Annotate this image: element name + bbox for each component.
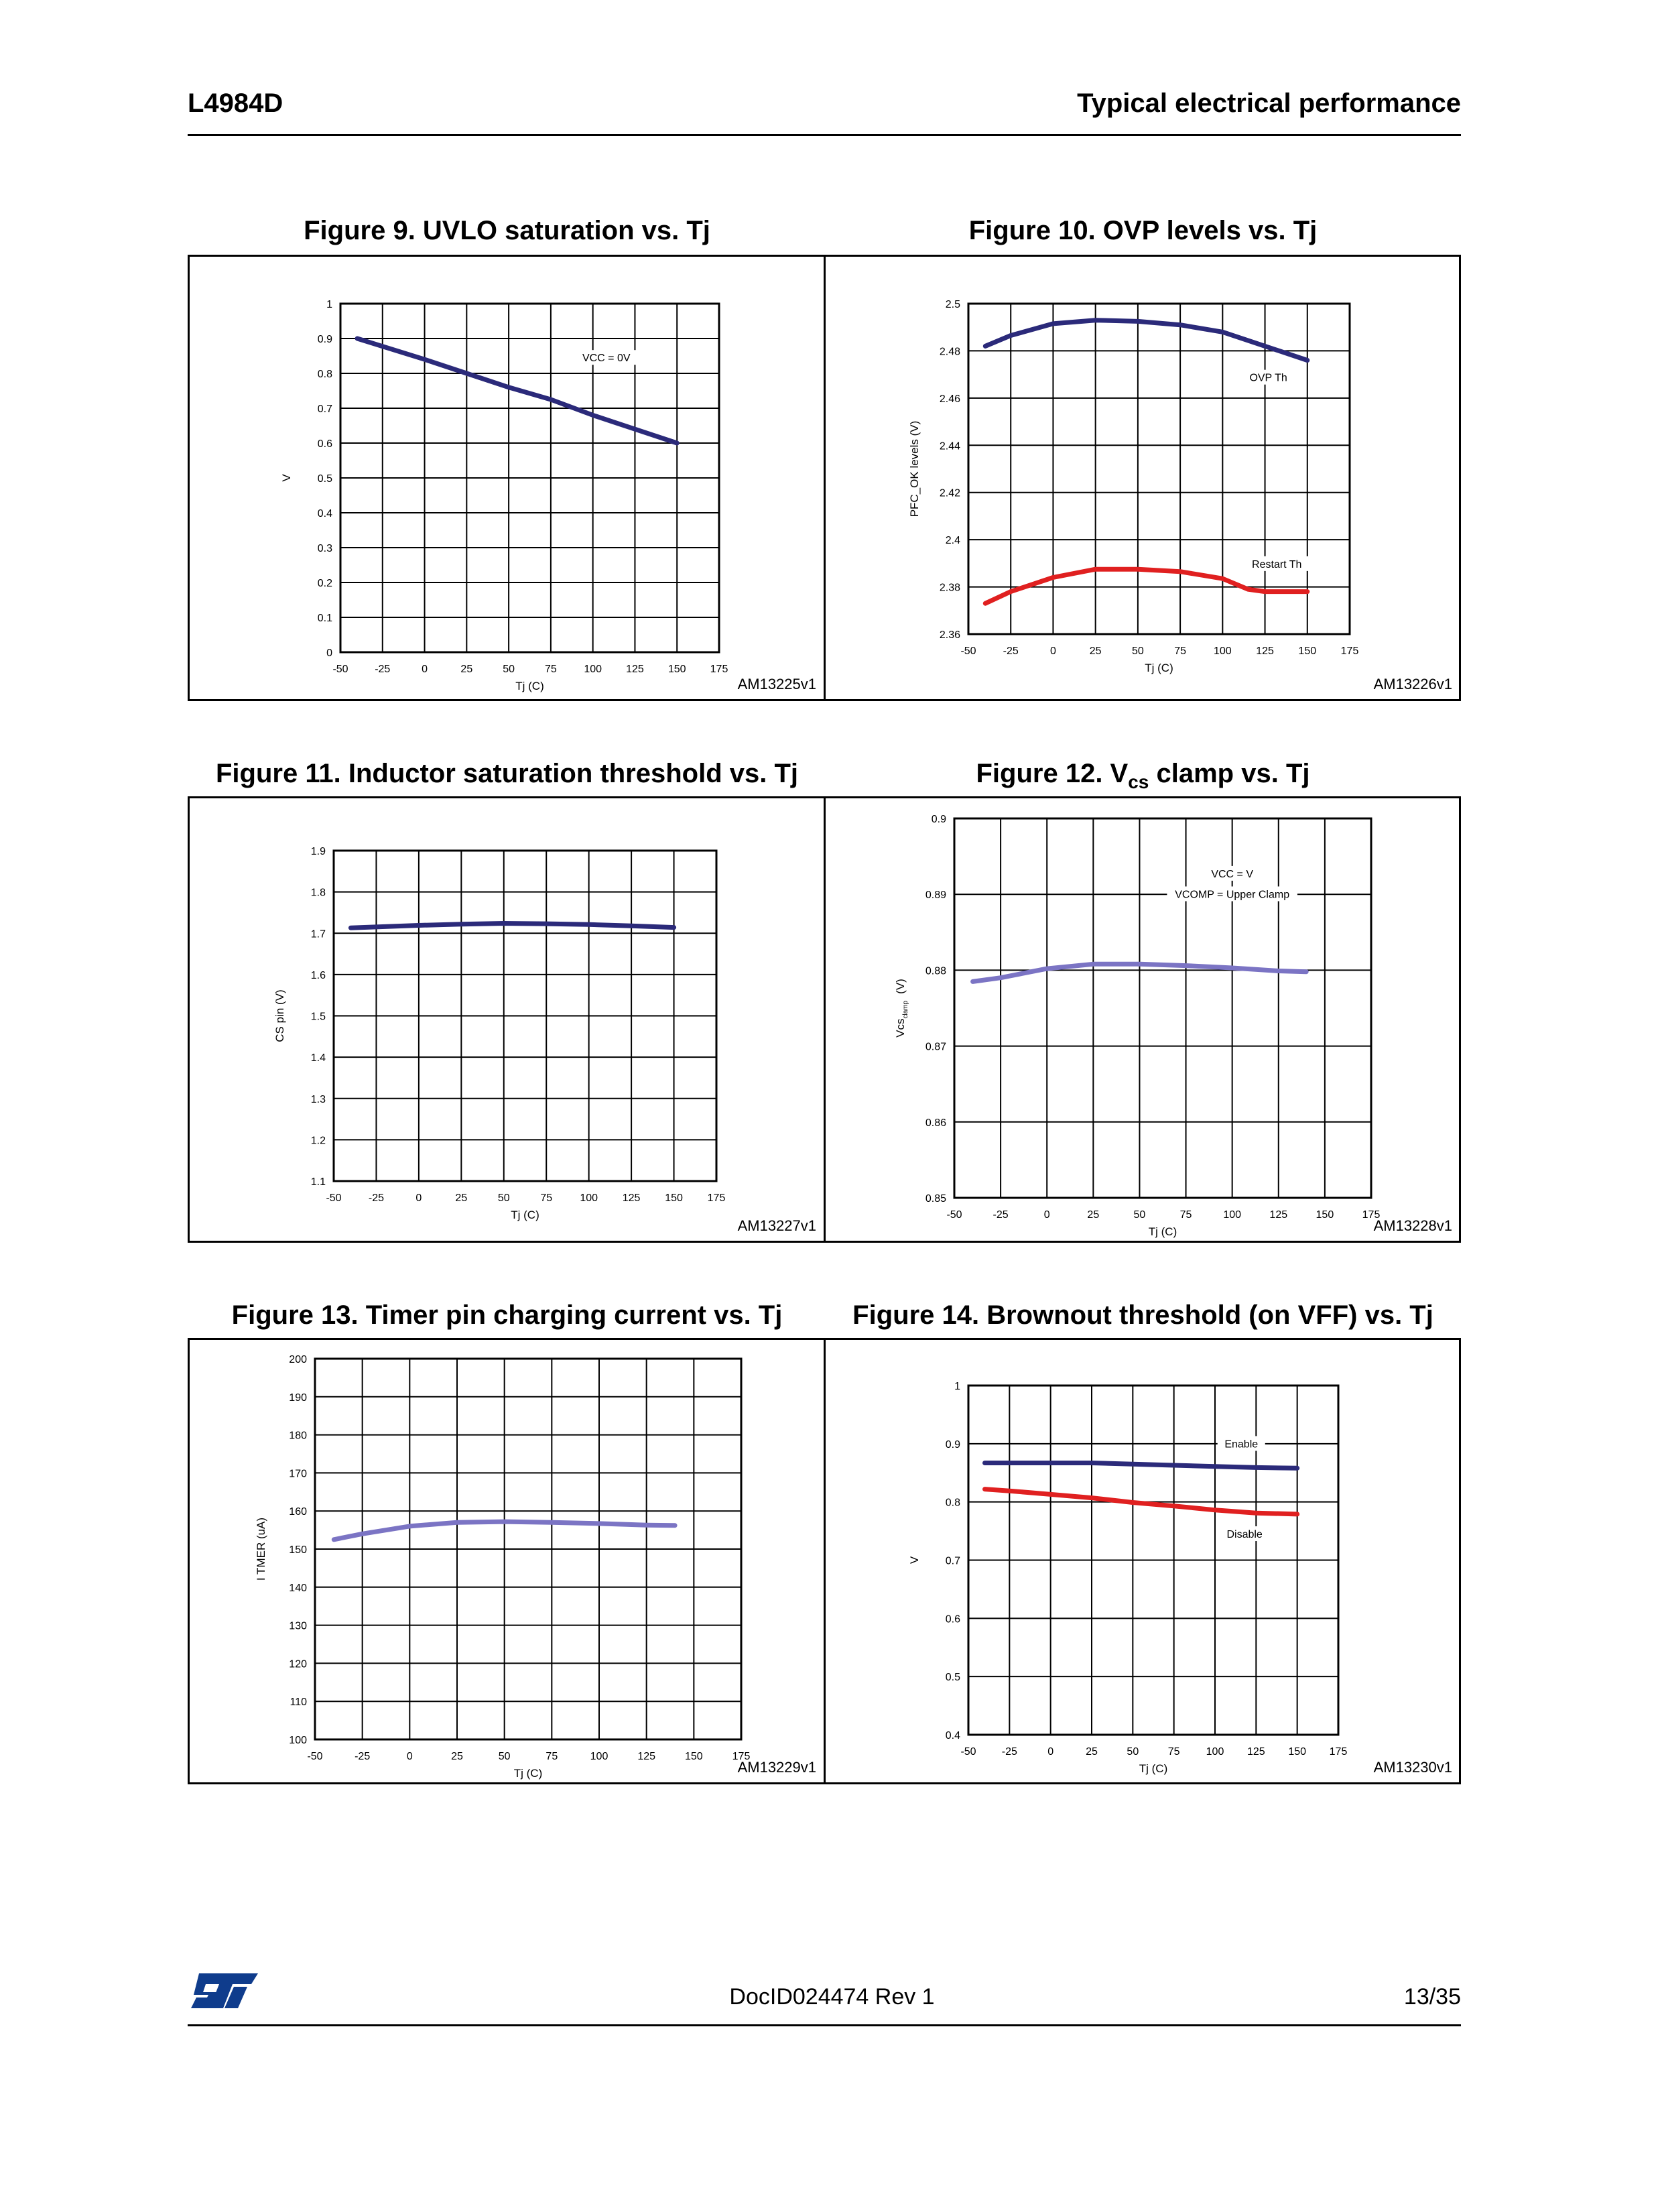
x-tick-label: -50: [946, 1209, 962, 1221]
x-tick-label: 125: [626, 664, 644, 675]
x-tick-label: 25: [455, 1192, 468, 1204]
y-tick-label: 0.5: [317, 473, 332, 485]
x-tick-label: 100: [1213, 646, 1232, 657]
y-tick-label: 2.44: [939, 440, 960, 452]
x-tick-label: 50: [1133, 1209, 1146, 1221]
y-tick-label: 150: [289, 1544, 307, 1556]
y-tick-label: 1.4: [310, 1052, 326, 1064]
figure-14-title: Figure 14. Brownout threshold (on VFF) vs. Tj: [852, 1300, 1433, 1330]
x-tick-label: 75: [544, 664, 557, 675]
y-tick-label: 0.8: [945, 1497, 960, 1509]
y-axis-label: CS pin (V): [273, 989, 286, 1042]
x-tick-label: -25: [993, 1209, 1009, 1221]
x-tick-label: 25: [460, 664, 473, 675]
x-tick-label: 150: [665, 1192, 683, 1204]
figure-13-title: Figure 13. Timer pin charging current vs. Tj: [231, 1300, 783, 1330]
x-tick-label: -25: [355, 1751, 371, 1762]
y-tick-label: 140: [289, 1582, 307, 1594]
y-tick-label: 2.38: [939, 582, 960, 594]
y-axis-label: I TMER (uA): [255, 1517, 267, 1581]
plot-frame: [954, 818, 1371, 1198]
x-tick-label: -25: [375, 664, 391, 675]
y-tick-label: 2.4: [945, 535, 960, 547]
y-tick-label: 0.5: [945, 1672, 960, 1684]
x-tick-label: 100: [580, 1192, 598, 1204]
x-tick-label: 75: [546, 1751, 558, 1762]
y-tick-label: 2.36: [939, 629, 960, 641]
series-line: [350, 924, 674, 928]
y-tick-label: 190: [289, 1392, 307, 1404]
y-tick-label: 0.9: [945, 1438, 960, 1451]
x-tick-label: 50: [503, 664, 515, 675]
x-tick-label: 75: [1174, 646, 1187, 657]
y-tick-label: 0.4: [317, 508, 332, 519]
x-axis-label: Tj (C): [511, 1209, 539, 1221]
x-tick-label: -25: [1001, 1746, 1017, 1758]
x-tick-label: 75: [1179, 1209, 1192, 1221]
y-tick-label: 2.48: [939, 346, 960, 358]
header-rule: [188, 134, 1461, 136]
vcs-clamp-chart: [826, 798, 1459, 1241]
part-number: L4984D: [188, 88, 283, 118]
x-tick-label: -25: [368, 1192, 385, 1204]
document-id: DocID024474 Rev 1: [729, 1984, 935, 2010]
x-tick-label: 150: [667, 664, 686, 675]
y-tick-label: 0.6: [945, 1613, 960, 1625]
section-title: Typical electrical performance: [1077, 88, 1461, 118]
x-tick-label: 175: [1340, 646, 1359, 657]
y-axis-label-unit: (V): [894, 979, 907, 994]
x-tick-label: -50: [307, 1751, 323, 1762]
y-tick-label: 0.7: [945, 1555, 960, 1567]
x-tick-label: 50: [1131, 646, 1144, 657]
y-tick-label: 160: [289, 1506, 307, 1518]
x-tick-label: 0: [1047, 1746, 1054, 1758]
y-tick-label: 1: [954, 1381, 960, 1392]
x-tick-label: 150: [1298, 646, 1317, 657]
x-tick-label: 75: [540, 1192, 553, 1204]
y-tick-label: 1.7: [310, 928, 326, 940]
x-tick-label: -50: [960, 1746, 976, 1758]
annotation-label: Disable: [1226, 1529, 1263, 1541]
series-line: [985, 320, 1307, 361]
y-tick-label: 1.5: [310, 1011, 326, 1023]
page-number: 13/35: [1403, 1984, 1461, 2010]
x-tick-label: 175: [1329, 1746, 1348, 1758]
y-axis-label: V: [280, 474, 293, 482]
y-tick-label: 0.8: [317, 369, 332, 380]
figure-ref-code: AM13226v1: [1373, 676, 1452, 692]
y-tick-label: 1.2: [310, 1135, 326, 1147]
y-tick-label: 1.6: [310, 969, 326, 981]
inductor-saturation-chart: [190, 798, 822, 1241]
y-tick-label: 0.2: [317, 578, 332, 589]
y-tick-label: 130: [289, 1620, 307, 1632]
figure-ref-code: AM13228v1: [1373, 1217, 1452, 1234]
y-tick-label: 0.4: [945, 1730, 960, 1741]
y-tick-label: 0.6: [317, 438, 332, 450]
footer-rule: [188, 2024, 1461, 2026]
y-axis-label-sub: clamp: [902, 1000, 909, 1019]
x-tick-label: 0: [1043, 1209, 1050, 1221]
x-tick-label: -50: [960, 646, 976, 657]
timer-charging-current-chart: [190, 1340, 822, 1782]
x-tick-label: 125: [1246, 1746, 1265, 1758]
x-tick-label: 100: [1223, 1209, 1242, 1221]
y-tick-label: 0.9: [931, 814, 946, 825]
x-tick-label: 150: [1288, 1746, 1307, 1758]
figure-ref-code: AM13225v1: [737, 676, 816, 692]
y-tick-label: 2.46: [939, 393, 960, 405]
x-tick-label: 0: [1049, 646, 1056, 657]
x-tick-label: 0: [422, 664, 428, 675]
figure-12-title-tail: clamp vs. Tj: [1149, 759, 1310, 788]
y-tick-label: 0.86: [925, 1117, 946, 1129]
y-tick-label: 0.87: [925, 1041, 946, 1053]
x-axis-label: Tj (C): [515, 680, 544, 692]
annotation-label: Enable: [1224, 1438, 1259, 1451]
x-axis-label: Tj (C): [1139, 1762, 1168, 1775]
x-tick-label: -25: [1003, 646, 1019, 657]
y-tick-label: 0.7: [317, 404, 332, 415]
x-tick-label: 125: [1256, 646, 1274, 657]
x-tick-label: 25: [1086, 1746, 1098, 1758]
x-tick-label: 125: [637, 1751, 656, 1762]
figure-12-title: [825, 759, 1461, 793]
uvlo-saturation-chart: [190, 257, 822, 699]
x-tick-label: 175: [1362, 1209, 1381, 1221]
y-tick-label: 0.88: [925, 965, 946, 977]
x-tick-label: 25: [1087, 1209, 1100, 1221]
y-tick-label: 2.5: [945, 299, 960, 310]
figure-9-title: Figure 9. UVLO saturation vs. Tj: [304, 216, 710, 245]
x-tick-label: -50: [332, 664, 348, 675]
figure-12-title-main: Figure 12. V: [976, 759, 1129, 788]
x-tick-label: 150: [684, 1751, 703, 1762]
x-tick-label: 50: [498, 1751, 511, 1762]
x-tick-label: 100: [590, 1751, 609, 1762]
annotation-label: VCOMP = Upper Clamp: [1175, 889, 1290, 901]
annotation-label: VCC = V: [1211, 868, 1254, 880]
figure-10-title: Figure 10. OVP levels vs. Tj: [968, 216, 1318, 245]
x-tick-label: 25: [451, 1751, 463, 1762]
x-tick-label: 50: [497, 1192, 510, 1204]
figure-11-title: Figure 11. Inductor saturation threshold vs. Tj: [215, 759, 799, 788]
y-tick-label: 0: [326, 648, 332, 659]
x-tick-label: 25: [1089, 646, 1102, 657]
y-tick-label: 120: [289, 1658, 307, 1670]
y-tick-label: 0.3: [317, 543, 332, 554]
x-tick-label: 75: [1167, 1746, 1180, 1758]
series-line: [985, 1463, 1297, 1469]
y-tick-label: 100: [289, 1735, 307, 1746]
y-tick-label: 1: [326, 299, 332, 310]
x-tick-label: 125: [622, 1192, 641, 1204]
y-tick-label: 110: [290, 1697, 307, 1709]
x-tick-label: 175: [732, 1751, 751, 1762]
x-axis-label: Tj (C): [1145, 662, 1173, 674]
y-axis-label: V: [908, 1556, 921, 1564]
figure-ref-code: AM13229v1: [737, 1759, 816, 1776]
y-tick-label: 200: [289, 1354, 307, 1365]
x-tick-label: 125: [1269, 1209, 1288, 1221]
y-tick-label: 0.1: [317, 613, 332, 624]
y-axis-label: PFC_OK levels (V): [908, 420, 921, 517]
y-tick-label: 0.89: [925, 889, 946, 902]
y-tick-label: 180: [289, 1430, 307, 1442]
x-tick-label: 0: [415, 1192, 422, 1204]
y-tick-label: 2.42: [939, 487, 960, 499]
x-tick-label: 0: [406, 1751, 413, 1762]
x-tick-label: 150: [1316, 1209, 1334, 1221]
y-tick-label: 1.1: [310, 1176, 326, 1188]
x-tick-label: 100: [1206, 1746, 1224, 1758]
x-tick-label: 175: [710, 664, 728, 675]
ovp-levels-chart: [826, 257, 1459, 699]
y-tick-label: 0.85: [925, 1193, 946, 1205]
annotation-label: OVP Th: [1249, 372, 1287, 384]
x-tick-label: -50: [326, 1192, 342, 1204]
figure-ref-code: AM13230v1: [1373, 1759, 1452, 1776]
y-tick-label: 0.9: [317, 334, 332, 345]
y-tick-label: 1.8: [310, 887, 326, 899]
y-tick-label: 1.3: [310, 1093, 326, 1105]
annotation-label: VCC = 0V: [582, 353, 631, 365]
y-axis-label: Vcs$_{clamp}$(V): [894, 979, 909, 1038]
x-tick-label: 175: [707, 1192, 726, 1204]
figure-ref-code: AM13227v1: [737, 1217, 816, 1234]
x-tick-label: 50: [1127, 1746, 1139, 1758]
x-axis-label: Tj (C): [513, 1767, 543, 1780]
figure-12-title-sub: cs: [1128, 772, 1149, 792]
annotation-label: Restart Th: [1252, 558, 1302, 570]
y-tick-label: 170: [289, 1468, 307, 1480]
x-axis-label: Tj (C): [1148, 1225, 1177, 1238]
brownout-threshold-chart: [826, 1340, 1459, 1782]
y-tick-label: 1.9: [310, 846, 326, 857]
x-tick-label: 100: [584, 664, 602, 675]
